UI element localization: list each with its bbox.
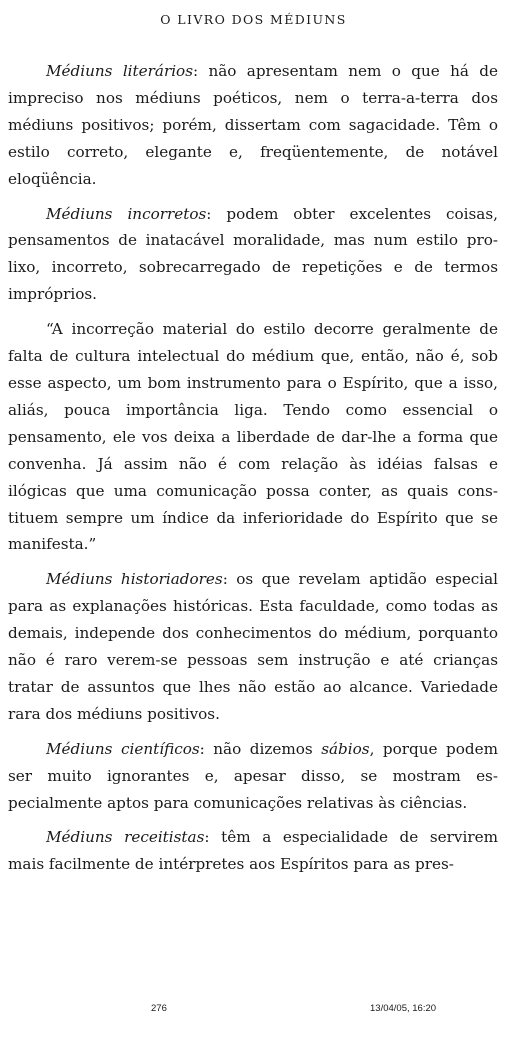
- term-medium-prescriber: Médiuns receitistas: [46, 828, 205, 847]
- paragraph-medium-incorrect: [8, 201, 498, 309]
- print-timestamp: 13/04/05, 16:20: [370, 1003, 437, 1014]
- paragraph-medium-historian: [8, 566, 498, 727]
- term-medium-literary: Médiuns literários: [46, 62, 193, 80]
- term-medium-incorrect: Médiuns incorretos: [46, 204, 207, 223]
- spirit-quote-text: “A incorreção material do estilo decorre geralmente de falta de cultura intelectual do médium que, então, não é, sob esse aspecto, um bom instrumento para o Espírito, que a isso, aliás, pouca importância liga. Tendo como essencial o pensamento, ele vos deixa a liberdade de dar-lhe a forma que convenha. Já assim não é com relação às idéias falsas e ilógicas que uma comunicação possa conter, as quais constituem sempre um índice da inferioridade do Espírito que se manifesta.”: [8, 320, 498, 554]
- definition-medium-historian: : os que revelam aptidão especial para as explanações históricas. Esta faculdade, como todas as demais, independe dos conhecimentos do médium, porquanto não é raro verem-se pessoas sem instrução e até crianças tratar de assuntos que lhes não estão ao alcance. Variedade rara dos médiuns positivos.: [8, 570, 498, 723]
- paragraph-spirit-quote: [8, 316, 498, 558]
- term-medium-scientific: Médiuns científicos: [46, 739, 200, 758]
- definition-medium-incorrect: : podem obter excelentes coisas, pensamentos de inatacável moralidade, mas num estilo prolixo, incorreto, sobrecarregado de repetições e de termos impróprios.: [8, 204, 498, 304]
- definition-medium-scientific-end: , porque podem ser muito ignorantes e, apesar disso, se mostram especialmente aptos para comunicações relativas às ciências.: [8, 739, 498, 812]
- body-text: [8, 58, 498, 886]
- emphasis-word: sábios: [321, 739, 370, 758]
- running-title: O LIVRO DOS MÉDIUNS: [160, 12, 347, 27]
- page-number: 276: [151, 1003, 167, 1014]
- term-medium-historian: Médiuns historiadores: [46, 570, 223, 589]
- definition-medium-literary: : não apresentam nem o que há de impreciso nos médiuns poéticos, nem o terra-a-terra dos médiuns positivos; porém, dissertam com sagacidade. Têm o estilo correto, elegante e, freqüentemente, de notável eloqüência.: [8, 62, 498, 188]
- definition-medium-scientific-start: : não dizemos: [199, 739, 322, 758]
- paragraph-medium-prescriber: [8, 824, 498, 878]
- paragraph-medium-scientific: [8, 736, 498, 817]
- definition-medium-prescriber: : têm a especialidade de servirem mais facilmente de intérpretes aos Espíritos para as pres-: [8, 828, 498, 874]
- paragraph-medium-literary: [8, 58, 498, 193]
